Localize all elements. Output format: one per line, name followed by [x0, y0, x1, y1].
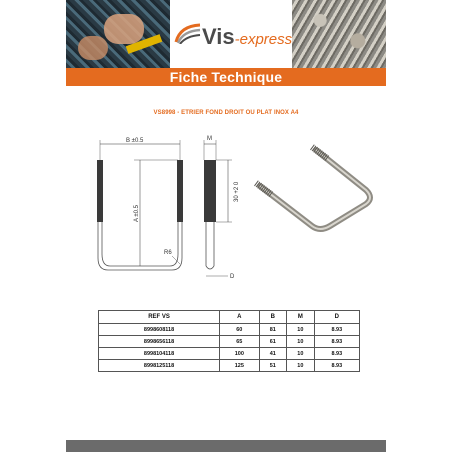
footer-bar [66, 440, 386, 452]
col-ref: REF VS [99, 311, 220, 324]
logo-text [202, 24, 292, 50]
side-thread [204, 160, 216, 222]
col-a: A [220, 311, 259, 324]
dim-m-label: M [207, 136, 212, 142]
dim-thread-label: 30 +2 0 [234, 181, 240, 202]
table-row [99, 348, 360, 360]
cell-a: 100 [220, 348, 259, 360]
cell-d: 8.93 [314, 360, 359, 372]
dim-b-label: B ±0.5 [126, 138, 144, 144]
cell-m: 10 [287, 336, 315, 348]
cell-a: 65 [220, 336, 259, 348]
cell-d: 8.93 [314, 336, 359, 348]
left-thread [97, 160, 103, 222]
header-photo-screws [292, 0, 386, 68]
table-row [99, 336, 360, 348]
cell-d: 8.93 [314, 324, 359, 336]
dim-d-label: D [230, 274, 235, 280]
right-thread [177, 160, 183, 222]
logo-suffix: -express [234, 31, 293, 48]
col-d: D [314, 311, 359, 324]
cell-b: 61 [259, 336, 287, 348]
photo-hand-2 [78, 36, 108, 60]
table-row [99, 360, 360, 372]
table-row [99, 324, 360, 336]
header-photo-tools [66, 0, 170, 68]
cell-ref: 8998608118 [99, 324, 220, 336]
col-m: M [287, 311, 315, 324]
side-view [204, 136, 240, 280]
front-view [97, 138, 183, 270]
product-render [256, 147, 370, 229]
technical-drawing [76, 130, 386, 290]
cell-b: 81 [259, 324, 287, 336]
banner-title: Fiche Technique [169, 69, 283, 85]
spec-table [98, 310, 360, 372]
photo-hand [104, 14, 144, 44]
dim-a-label: A ±0.5 [134, 205, 140, 222]
cell-ref: 8998125118 [99, 360, 220, 372]
cell-b: 41 [259, 348, 287, 360]
cell-ref: 8998656118 [99, 336, 220, 348]
cell-ref: 8998104118 [99, 348, 220, 360]
cell-b: 51 [259, 360, 287, 372]
cell-m: 10 [287, 324, 315, 336]
header [66, 0, 386, 68]
side-bottom [206, 266, 214, 269]
product-title: VS8998 - ETRIER FOND DROIT OU PLAT INOX A4 [153, 110, 299, 116]
logo-name: Vis [202, 24, 235, 49]
logo-swoosh-icon [174, 22, 202, 44]
dim-r-label: R6 [164, 250, 172, 256]
title-banner [66, 68, 386, 86]
cell-a: 60 [220, 324, 259, 336]
cell-m: 10 [287, 360, 315, 372]
brand-logo [170, 0, 292, 68]
cell-a: 125 [220, 360, 259, 372]
technical-sheet-page [66, 0, 386, 452]
cell-m: 10 [287, 348, 315, 360]
cell-d: 8.93 [314, 348, 359, 360]
table-header-row [99, 311, 360, 324]
col-b: B [259, 311, 287, 324]
